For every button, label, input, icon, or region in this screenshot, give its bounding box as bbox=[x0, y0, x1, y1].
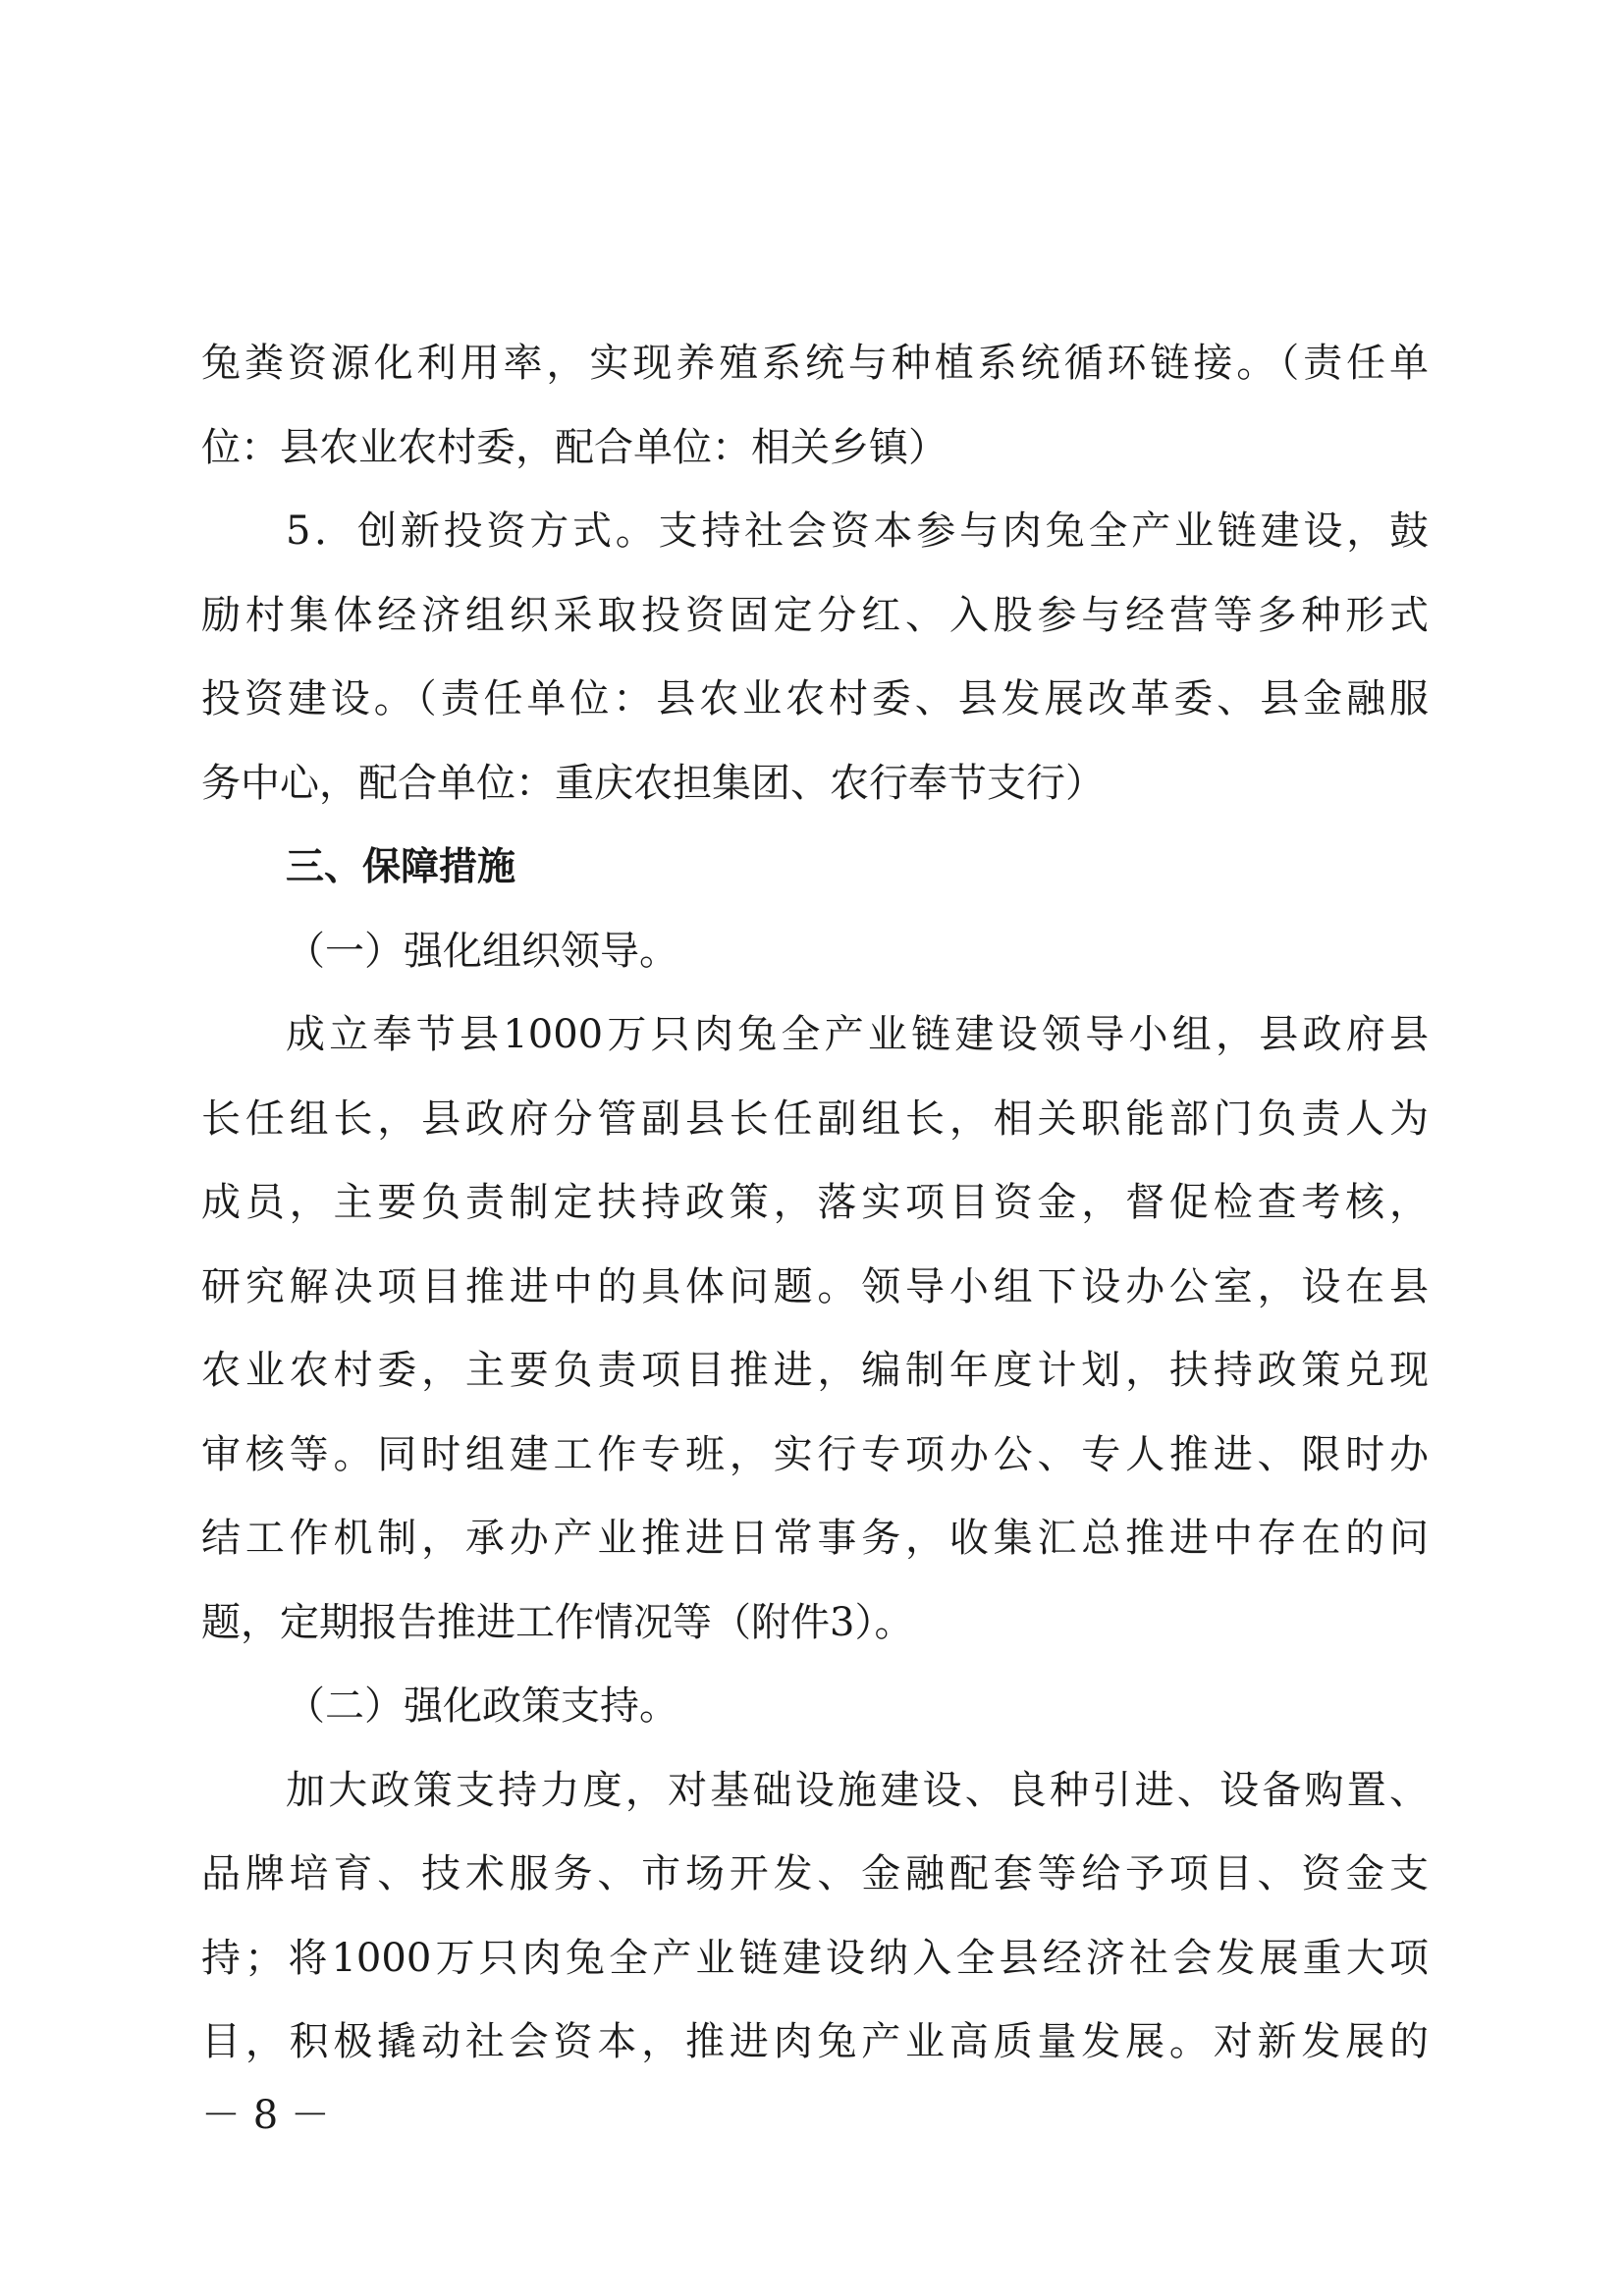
document-body bbox=[201, 322, 1429, 2085]
subsection-heading: （二）强化政策支持。 bbox=[286, 1683, 678, 1729]
paragraph-line: 加大政策支持力度，对基础设施建设、良种引进、设备购置、 bbox=[286, 1767, 1429, 1813]
paragraph-line: 成立奉节县1000万只肉兔全产业链建设领导小组，县政府县 bbox=[286, 1012, 1429, 1057]
page-number: － 8 － bbox=[201, 2093, 330, 2138]
subsection-heading: （一）强化组织领导。 bbox=[286, 928, 678, 974]
paragraph-line: 兔粪资源化利用率，实现养殖系统与种植系统循环链接。（责任单 bbox=[201, 341, 1429, 386]
paragraph-line: 审核等。同时组建工作专班，实行专项办公、专人推进、限时办 bbox=[201, 1431, 1429, 1477]
paragraph-line: 投资建设。（责任单位：县农业农村委、县发展改革委、县金融服 bbox=[201, 676, 1429, 721]
paragraph-line: 长任组长，县政府分管副县长任副组长，相关职能部门负责人为 bbox=[201, 1095, 1429, 1142]
section-heading: 三、保障措施 bbox=[286, 845, 516, 889]
paragraph-line: 励村集体经济组织采取投资固定分红、入股参与经营等多种形式 bbox=[201, 592, 1429, 638]
paragraph-line: 成员，主要负责制定扶持政策，落实项目资金，督促检查考核， bbox=[201, 1180, 1429, 1225]
paragraph-line: 持；将1000万只肉兔全产业链建设纳入全县经济社会发展重大项 bbox=[201, 1935, 1429, 1981]
paragraph-line: 结工作机制，承办产业推进日常事务，收集汇总推进中存在的问 bbox=[201, 1516, 1429, 1561]
paragraph-line: 目，积极撬动社会资本，推进肉兔产业高质量发展。对新发展的 bbox=[201, 2019, 1429, 2064]
paragraph-line: 农业农村委，主要负责项目推进，编制年度计划，扶持政策兑现 bbox=[201, 1348, 1429, 1393]
paragraph-line: 题，定期报告推进工作情况等（附件3）。 bbox=[201, 1599, 914, 1645]
paragraph-line: 位：县农业农村委，配合单位：相关乡镇） bbox=[201, 424, 947, 470]
paragraph-line: 务中心，配合单位：重庆农担集团、农行奉节支行） bbox=[201, 760, 1105, 806]
paragraph-line: 5．创新投资方式。支持社会资本参与肉兔全产业链建设，鼓 bbox=[286, 508, 1429, 554]
paragraph-line: 品牌培育、技术服务、市场开发、金融配套等给予项目、资金支 bbox=[201, 1851, 1429, 1896]
paragraph-line: 研究解决项目推进中的具体问题。领导小组下设办公室，设在县 bbox=[201, 1263, 1429, 1309]
